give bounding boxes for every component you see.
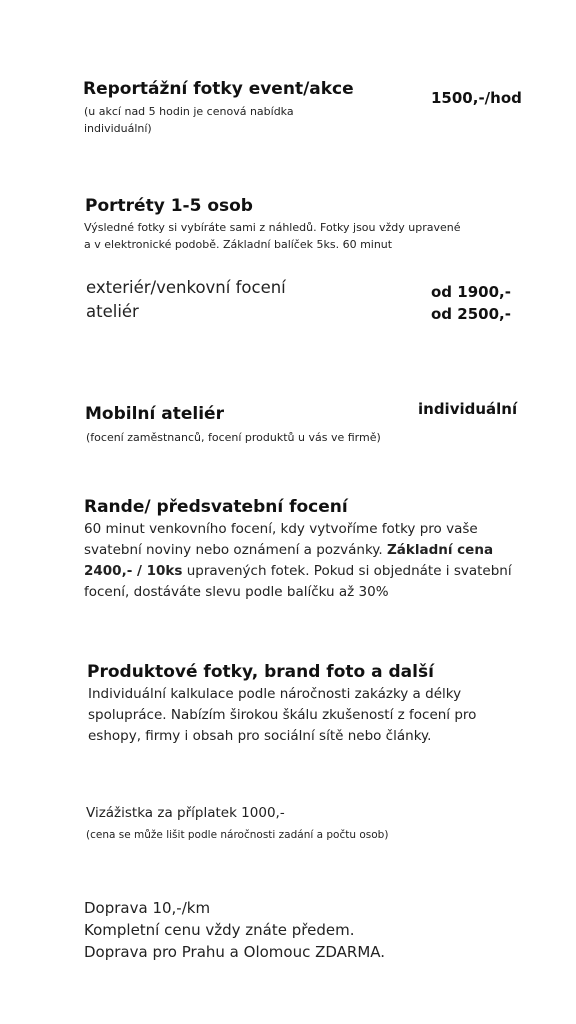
reportaz-note-line-1: (u akcí nad 5 hodin je cenová nabídka: [84, 105, 294, 118]
produktove-line-3: eshopy, firmy i obsah pro sociální sítě nebo články.: [88, 728, 432, 744]
portrety-option-exterier: exteriér/venkovní focení: [86, 278, 286, 297]
portrety-desc-line-1: Výsledné fotky si vybíráte sami z náhledů. Fotky jsou vždy upravené: [84, 221, 461, 234]
produktove-line-2: spolupráce. Nabízím širokou škálu zkušeností z focení pro: [88, 707, 477, 723]
rande-line-1: 60 minut venkovního focení, kdy vytvoříme fotky pro vaše: [84, 521, 478, 537]
portrety-price-atelier: od 2500,-: [431, 305, 511, 323]
portrety-option-atelier: ateliér: [86, 302, 139, 321]
rande-title: Rande/ předsvatební focení: [84, 497, 348, 517]
reportaz-title: Reportážní fotky event/akce: [83, 79, 354, 99]
doprava-line-2: Kompletní cenu vždy znáte předem.: [84, 921, 355, 939]
rande-line-3-text: upravených fotek. Pokud si objednáte i svatební: [182, 563, 512, 579]
vizazistka-line-1: Vizážistka za příplatek 1000,-: [86, 805, 285, 821]
reportaz-price: 1500,-/hod: [431, 89, 522, 107]
rande-base-price-label: Základní cena: [386, 542, 494, 558]
produktove-title: Produktové fotky, brand foto a další: [87, 662, 434, 682]
doprava-line-1: Doprava 10,-/km: [84, 899, 211, 917]
rande-line-2: [84, 540, 493, 561]
rande-base-price-value: 2400,- / 10ks: [84, 563, 183, 579]
portrety-price-exterier: od 1900,-: [431, 283, 511, 301]
rande-line-2-text: svatební noviny nebo oznámení a pozvánky.: [84, 542, 387, 558]
mobilni-title: Mobilní ateliér: [85, 404, 224, 424]
reportaz-note-line-2: individuální): [84, 122, 152, 135]
doprava-line-3: Doprava pro Prahu a Olomouc ZDARMA.: [84, 943, 386, 961]
rande-line-4: focení, dostáváte slevu podle balíčku až 30%: [84, 584, 389, 600]
portrety-desc-line-2: a v elektronické podobě. Základní balíček 5ks. 60 minut: [84, 238, 393, 251]
portrety-title: Portréty 1-5 osob: [85, 196, 253, 216]
produktove-line-1: Individuální kalkulace podle náročnosti zakázky a délky: [88, 686, 462, 702]
vizazistka-line-2: (cena se může lišit podle náročnosti zadání a počtu osob): [86, 829, 389, 841]
mobilni-note: (focení zaměstnanců, focení produktů u vás ve firmě): [86, 431, 381, 444]
mobilni-price: individuální: [418, 400, 518, 418]
rande-line-3: [84, 561, 512, 582]
